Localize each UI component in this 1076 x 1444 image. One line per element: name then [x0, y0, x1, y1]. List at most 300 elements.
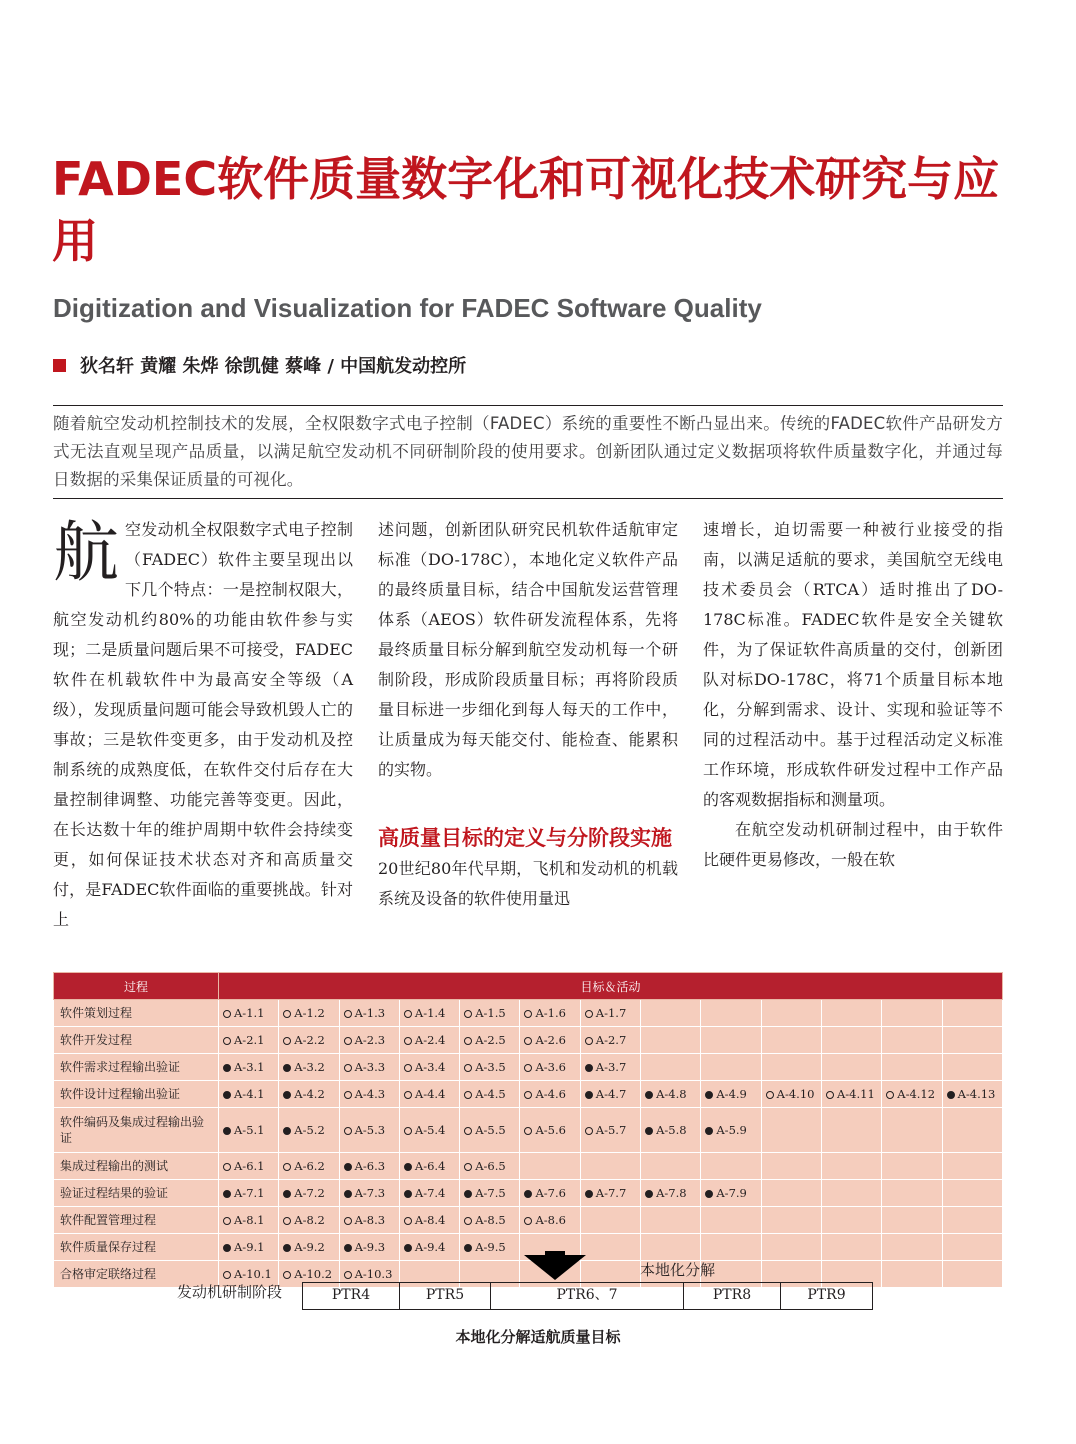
goal-cell [399, 1153, 459, 1180]
goal-cell [219, 1153, 279, 1180]
goal-label: A-5.1 [234, 1123, 265, 1137]
goal-label: A-4.6 [535, 1087, 566, 1101]
byline-text: 狄名轩 黄耀 朱烨 徐凯健 蔡峰 / 中国航发动控所 [80, 356, 467, 377]
goal-cell [761, 1108, 821, 1153]
filled-circle-icon [404, 1190, 412, 1198]
stage-cell: PTR9 [807, 1287, 846, 1303]
goal-label: A-7.9 [716, 1186, 747, 1200]
open-circle-icon [585, 1037, 593, 1045]
stage-cell: PTR4 [303, 1283, 400, 1309]
goal-cell [460, 1054, 520, 1081]
goal-cell [219, 1180, 279, 1207]
goal-label: A-10.3 [354, 1267, 393, 1281]
goal-cell [399, 1000, 459, 1027]
article-title: FADEC软件质量数字化和可视化技术研究与应用 [52, 152, 1000, 268]
goal-label: A-3.5 [475, 1060, 506, 1074]
goal-cell [219, 1054, 279, 1081]
goal-label: A-10.2 [294, 1267, 333, 1281]
filled-circle-icon [283, 1190, 291, 1198]
filled-circle-icon [223, 1190, 231, 1198]
goal-cell [339, 1000, 399, 1027]
process-cell: 软件策划过程 [54, 1000, 219, 1027]
goal-cell [279, 1081, 339, 1108]
goal-cell [882, 1261, 942, 1288]
drop-cap: 航 [53, 514, 119, 591]
goal-cell [580, 1180, 640, 1207]
goal-cell [641, 1108, 701, 1153]
goal-cell [520, 1081, 580, 1108]
goal-label: A-3.7 [595, 1060, 627, 1074]
open-circle-icon [464, 1163, 472, 1171]
goal-cell [701, 1234, 761, 1261]
goal-cell [580, 1234, 640, 1261]
goal-cell [339, 1054, 399, 1081]
goal-cell [942, 1081, 1002, 1108]
goal-label: A-7.5 [475, 1186, 506, 1200]
goal-cell [821, 1153, 881, 1180]
goal-cell [339, 1108, 399, 1153]
goal-cell [399, 1027, 459, 1054]
goal-cell [219, 1081, 279, 1108]
goal-cell [520, 1027, 580, 1054]
goal-cell [942, 1000, 1002, 1027]
goal-label: A-8.5 [475, 1213, 506, 1227]
open-circle-icon [464, 1037, 472, 1045]
goal-cell [460, 1081, 520, 1108]
goal-cell [821, 1054, 881, 1081]
filled-circle-icon [283, 1091, 291, 1099]
goal-cell [882, 1180, 942, 1207]
goal-label: A-3.3 [354, 1060, 386, 1074]
goal-cell [942, 1261, 1002, 1288]
open-circle-icon [524, 1217, 532, 1225]
goal-label: A-6.5 [475, 1159, 506, 1173]
goal-cell [219, 1207, 279, 1234]
goal-label: A-4.4 [414, 1087, 446, 1101]
filled-circle-icon [283, 1127, 291, 1135]
open-circle-icon [524, 1064, 532, 1072]
goal-label: A-1.4 [414, 1006, 446, 1020]
goal-label: A-7.1 [234, 1186, 265, 1200]
goal-cell [761, 1000, 821, 1027]
open-circle-icon [283, 1271, 291, 1279]
open-circle-icon [826, 1091, 834, 1099]
process-cell: 软件质量保存过程 [54, 1234, 219, 1261]
goal-cell [399, 1081, 459, 1108]
filled-circle-icon [585, 1091, 593, 1099]
byline-square-icon [53, 359, 66, 372]
goal-cell [339, 1081, 399, 1108]
goal-label: A-5.2 [294, 1123, 325, 1137]
table-row [54, 1054, 1003, 1081]
table-row [54, 1000, 1003, 1027]
goal-cell [219, 1234, 279, 1261]
body-column-1 [53, 515, 353, 935]
goal-cell [641, 1180, 701, 1207]
goal-cell [882, 1153, 942, 1180]
open-circle-icon [585, 1010, 593, 1018]
table-row [54, 1081, 1003, 1108]
goal-cell [761, 1153, 821, 1180]
goal-cell [942, 1234, 1002, 1261]
goal-label: A-9.5 [475, 1240, 506, 1254]
filled-circle-icon [947, 1091, 955, 1099]
goal-cell [279, 1180, 339, 1207]
goal-cell [942, 1153, 1002, 1180]
open-circle-icon [344, 1010, 352, 1018]
open-circle-icon [524, 1127, 532, 1135]
table-row [54, 1207, 1003, 1234]
goal-label: A-6.1 [234, 1159, 265, 1173]
goal-cell [882, 1207, 942, 1234]
open-circle-icon [524, 1037, 532, 1045]
goal-cell [821, 1081, 881, 1108]
filled-circle-icon [404, 1163, 412, 1171]
goal-label: A-1.1 [234, 1006, 265, 1020]
goal-cell [882, 1027, 942, 1054]
filled-circle-icon [705, 1127, 713, 1135]
goal-label: A-4.13 [957, 1087, 996, 1101]
table-row [54, 1153, 1003, 1180]
process-cell: 软件设计过程输出验证 [54, 1081, 219, 1108]
process-cell: 软件配置管理过程 [54, 1207, 219, 1234]
goal-cell [761, 1234, 821, 1261]
goal-label: A-7.6 [535, 1186, 566, 1200]
goal-label: A-7.8 [656, 1186, 687, 1200]
goal-cell [460, 1234, 520, 1261]
goal-cell [460, 1180, 520, 1207]
goal-cell [339, 1234, 399, 1261]
goal-label: A-6.3 [354, 1159, 386, 1173]
open-circle-icon [524, 1010, 532, 1018]
goal-label: A-4.3 [354, 1087, 386, 1101]
goal-cell [399, 1234, 459, 1261]
goal-label: A-8.3 [354, 1213, 386, 1227]
goal-label: A-3.2 [294, 1060, 325, 1074]
open-circle-icon [223, 1163, 231, 1171]
goal-label: A-9.4 [414, 1240, 446, 1254]
goal-label: A-7.7 [595, 1186, 627, 1200]
goal-cell [339, 1180, 399, 1207]
goal-cell [580, 1153, 640, 1180]
open-circle-icon [464, 1064, 472, 1072]
open-circle-icon [283, 1037, 291, 1045]
figure-caption: 本地化分解适航质量目标 [455, 1328, 621, 1346]
goal-cell [942, 1180, 1002, 1207]
goal-label: A-2.5 [475, 1033, 506, 1047]
open-circle-icon [283, 1163, 291, 1171]
goal-cell [520, 1180, 580, 1207]
goal-label: A-2.4 [414, 1033, 446, 1047]
stage-cell: PTR8 [684, 1283, 781, 1309]
open-circle-icon [886, 1091, 894, 1099]
goal-label: A-8.1 [234, 1213, 265, 1227]
process-cell: 集成过程输出的测试 [54, 1153, 219, 1180]
body-column-3 [703, 515, 1003, 875]
open-circle-icon [283, 1217, 291, 1225]
goal-cell [701, 1027, 761, 1054]
goal-cell [641, 1234, 701, 1261]
goal-label: A-2.3 [354, 1033, 386, 1047]
goal-cell [279, 1234, 339, 1261]
goal-label: A-4.11 [836, 1087, 875, 1101]
column-2-text-b: 20世纪80年代早期，飞机和发动机的机载系统及设备的软件使用量迅 [378, 859, 678, 908]
table-row [54, 1027, 1003, 1054]
goal-cell [882, 1081, 942, 1108]
goal-label: A-4.2 [294, 1087, 325, 1101]
filled-circle-icon [344, 1244, 352, 1252]
open-circle-icon [344, 1064, 352, 1072]
goal-label: A-7.2 [294, 1186, 325, 1200]
goal-cell [279, 1153, 339, 1180]
body-column-2 [378, 515, 678, 914]
stage-cell: PTR6、7 [491, 1283, 684, 1309]
goal-cell [641, 1000, 701, 1027]
filled-circle-icon [645, 1190, 653, 1198]
goal-label: A-9.3 [354, 1240, 386, 1254]
filled-circle-icon [645, 1127, 653, 1135]
goal-cell [460, 1153, 520, 1180]
goal-label: A-1.2 [294, 1006, 325, 1020]
goal-cell [520, 1108, 580, 1153]
goal-label: A-2.6 [535, 1033, 566, 1047]
open-circle-icon [223, 1010, 231, 1018]
filled-circle-icon [344, 1190, 352, 1198]
goal-cell [641, 1027, 701, 1054]
process-cell: 合格审定联络过程 [54, 1261, 219, 1288]
goal-cell [761, 1027, 821, 1054]
goal-label: A-3.1 [234, 1060, 265, 1074]
goal-cell [701, 1180, 761, 1207]
open-circle-icon [464, 1091, 472, 1099]
goal-cell [821, 1234, 881, 1261]
goal-cell [279, 1108, 339, 1153]
goal-label: A-9.1 [234, 1240, 265, 1254]
filled-circle-icon [705, 1091, 713, 1099]
stage-cell: PTR5 [400, 1283, 491, 1309]
goal-cell [821, 1108, 881, 1153]
goal-label: A-8.2 [294, 1213, 325, 1227]
open-circle-icon [223, 1217, 231, 1225]
goal-cell [701, 1000, 761, 1027]
goal-label: A-8.6 [535, 1213, 566, 1227]
filled-circle-icon [705, 1190, 713, 1198]
filled-circle-icon [283, 1064, 291, 1072]
goal-label: A-6.2 [294, 1159, 325, 1173]
goal-cell [460, 1027, 520, 1054]
goal-cell [882, 1000, 942, 1027]
stage-label: 发动机研制阶段 [177, 1283, 283, 1301]
column-1-text: 空发动机全权限数字式电子控制（FADEC）软件主要呈现出以下几个特点：一是控制权限大，航空发动机约80%的功能由软件参与实现；二是质量问题后果不可接受，FADEC软件在机载软件中为最高安全等级（A级），发现质量问题可能会导致机毁人亡的事故；三是软件变更多，由于发动机及控制系统的成熟度低，在软件交付后存在大量控制律调整、功能完善等变更。因此，在长达数十年的维护周期中软件会持续变更，如何保证技术状态对齐和高质量交付，是FADEC软件面临的重要挑战。针对上 [53, 520, 353, 929]
column-3-text-b: 在航空发动机研制过程中，由于软件比硬件更易修改，一般在软 [703, 820, 1003, 869]
goal-cell [821, 1180, 881, 1207]
open-circle-icon [344, 1037, 352, 1045]
goal-cell [399, 1054, 459, 1081]
goal-label: A-1.7 [595, 1006, 627, 1020]
goal-cell [701, 1207, 761, 1234]
goal-cell [279, 1054, 339, 1081]
goal-cell [701, 1108, 761, 1153]
goal-cell [279, 1000, 339, 1027]
filled-circle-icon [524, 1190, 532, 1198]
goal-label: A-7.4 [414, 1186, 446, 1200]
goal-label: A-1.5 [475, 1006, 506, 1020]
goal-cell [399, 1180, 459, 1207]
quality-goals-table [53, 972, 1003, 1288]
goal-label: A-5.3 [354, 1123, 386, 1137]
filled-circle-icon [223, 1244, 231, 1252]
column-3-text: 速增长，迫切需要一种被行业接受的指南，以满足适航的要求，美国航空无线电技术委员会（RTCA）适时推出了DO-178C标准。FADEC软件是安全关键软件，为了保证软件高质量的交付，创新团队对标DO-178C，将71个质量目标本地化，分解到需求、设计、实现和验证等不同的过程活动中。基于过程活动定义标准工作环境，形成软件研发过程中工作产品的客观数据指标和测量项。 [703, 520, 1003, 809]
goal-cell [580, 1000, 640, 1027]
goal-cell [641, 1153, 701, 1180]
filled-circle-icon [404, 1244, 412, 1252]
goal-cell [641, 1081, 701, 1108]
goal-cell [942, 1027, 1002, 1054]
goal-label: A-1.6 [535, 1006, 566, 1020]
goal-label: A-4.10 [776, 1087, 815, 1101]
stage-bar [302, 1282, 873, 1310]
goal-cell [460, 1207, 520, 1234]
open-circle-icon [404, 1064, 412, 1072]
goal-label: A-3.4 [414, 1060, 446, 1074]
open-circle-icon [404, 1091, 412, 1099]
open-circle-icon [404, 1010, 412, 1018]
goal-cell [761, 1180, 821, 1207]
goal-label: A-5.5 [475, 1123, 506, 1137]
goal-label: A-5.9 [716, 1123, 747, 1137]
goal-label: A-4.5 [475, 1087, 506, 1101]
goal-cell [942, 1108, 1002, 1153]
goal-cell [942, 1207, 1002, 1234]
open-circle-icon [464, 1217, 472, 1225]
goal-cell [942, 1054, 1002, 1081]
goal-cell [580, 1207, 640, 1234]
open-circle-icon [404, 1037, 412, 1045]
open-circle-icon [344, 1271, 352, 1279]
goal-label: A-2.1 [234, 1033, 265, 1047]
abstract: 随着航空发动机控制技术的发展，全权限数字式电子控制（FADEC）系统的重要性不断凸显出来。传统的FADEC软件产品研发方式无法直观呈现产品质量，以满足航空发动机不同研制阶段的使用要求。创新团队通过定义数据项将软件质量数字化，并通过每日数据的采集保证质量的可视化。 [53, 405, 1003, 499]
goal-cell [520, 1207, 580, 1234]
table-row [54, 1180, 1003, 1207]
down-arrow-icon [524, 1255, 586, 1280]
table-row [54, 1108, 1003, 1153]
open-circle-icon [524, 1091, 532, 1099]
column-2-text: 述问题，创新团队研究民机软件适航审定标准（DO-178C），本地化定义软件产品的最终质量目标，结合中国航发运营管理体系（AEOS）软件研发流程体系，先将最终质量目标分解到航空发动机每一个研制阶段，形成阶段质量目标；再将阶段质量目标进一步细化到每人每天的工作中，让质量成为每天能交付、能检查、能累积的实物。 [378, 520, 678, 779]
open-circle-icon [283, 1010, 291, 1018]
filled-circle-icon [223, 1064, 231, 1072]
header-process: 过程 [54, 973, 219, 1000]
goal-label: A-4.8 [656, 1087, 687, 1101]
goal-label: A-2.7 [595, 1033, 627, 1047]
byline [53, 352, 466, 378]
open-circle-icon [464, 1127, 472, 1135]
filled-circle-icon [585, 1190, 593, 1198]
open-circle-icon [766, 1091, 774, 1099]
open-circle-icon [585, 1127, 593, 1135]
goal-label: A-9.2 [294, 1240, 325, 1254]
process-cell: 验证过程结果的验证 [54, 1180, 219, 1207]
goal-label: A-3.6 [535, 1060, 566, 1074]
goal-cell [641, 1207, 701, 1234]
goal-cell [701, 1054, 761, 1081]
goal-label: A-5.6 [535, 1123, 566, 1137]
goal-cell [339, 1027, 399, 1054]
goal-cell [520, 1054, 580, 1081]
filled-circle-icon [223, 1091, 231, 1099]
goal-cell [580, 1081, 640, 1108]
process-cell: 软件需求过程输出验证 [54, 1054, 219, 1081]
goal-cell [460, 1108, 520, 1153]
open-circle-icon [404, 1217, 412, 1225]
goal-cell [279, 1027, 339, 1054]
goal-cell [219, 1027, 279, 1054]
goal-label: A-1.3 [354, 1006, 386, 1020]
goal-cell [399, 1207, 459, 1234]
goal-label: A-7.3 [354, 1186, 386, 1200]
goal-cell [882, 1234, 942, 1261]
goal-cell [761, 1081, 821, 1108]
goal-cell [339, 1207, 399, 1234]
goal-label: A-4.12 [897, 1087, 936, 1101]
goal-cell [580, 1054, 640, 1081]
filled-circle-icon [645, 1091, 653, 1099]
goal-label: A-6.4 [414, 1159, 446, 1173]
goal-label: A-5.4 [414, 1123, 446, 1137]
goal-cell [279, 1207, 339, 1234]
process-cell: 软件编码及集成过程输出验证 [54, 1108, 219, 1153]
open-circle-icon [344, 1091, 352, 1099]
goal-cell [701, 1081, 761, 1108]
goal-cell [821, 1027, 881, 1054]
open-circle-icon [223, 1271, 231, 1279]
open-circle-icon [404, 1127, 412, 1135]
goal-cell [821, 1000, 881, 1027]
goal-cell [219, 1108, 279, 1153]
article-subtitle: Digitization and Visualization for FADEC Software Quality [53, 293, 762, 323]
goal-cell [641, 1054, 701, 1081]
goal-cell [520, 1000, 580, 1027]
goal-cell [701, 1153, 761, 1180]
open-circle-icon [344, 1127, 352, 1135]
filled-circle-icon [464, 1244, 472, 1252]
open-circle-icon [223, 1037, 231, 1045]
filled-circle-icon [283, 1244, 291, 1252]
goal-label: A-10.1 [234, 1267, 272, 1281]
filled-circle-icon [585, 1064, 593, 1072]
open-circle-icon [464, 1010, 472, 1018]
goal-label: A-8.4 [414, 1213, 446, 1227]
goal-label: A-4.7 [595, 1087, 627, 1101]
goal-cell [761, 1054, 821, 1081]
goal-label: A-4.9 [716, 1087, 747, 1101]
section-heading: 高质量目标的定义与分阶段实施 [378, 826, 672, 850]
goal-cell [882, 1108, 942, 1153]
goal-cell [399, 1108, 459, 1153]
goal-cell [761, 1207, 821, 1234]
filled-circle-icon [223, 1127, 231, 1135]
process-cell: 软件开发过程 [54, 1027, 219, 1054]
filled-circle-icon [464, 1190, 472, 1198]
filled-circle-icon [344, 1163, 352, 1171]
goal-label: A-2.2 [294, 1033, 325, 1047]
goal-cell [580, 1027, 640, 1054]
goal-label: A-5.7 [595, 1123, 627, 1137]
goal-cell [520, 1153, 580, 1180]
open-circle-icon [344, 1217, 352, 1225]
goal-label: A-5.8 [656, 1123, 687, 1137]
goal-cell [460, 1000, 520, 1027]
goal-cell [882, 1054, 942, 1081]
